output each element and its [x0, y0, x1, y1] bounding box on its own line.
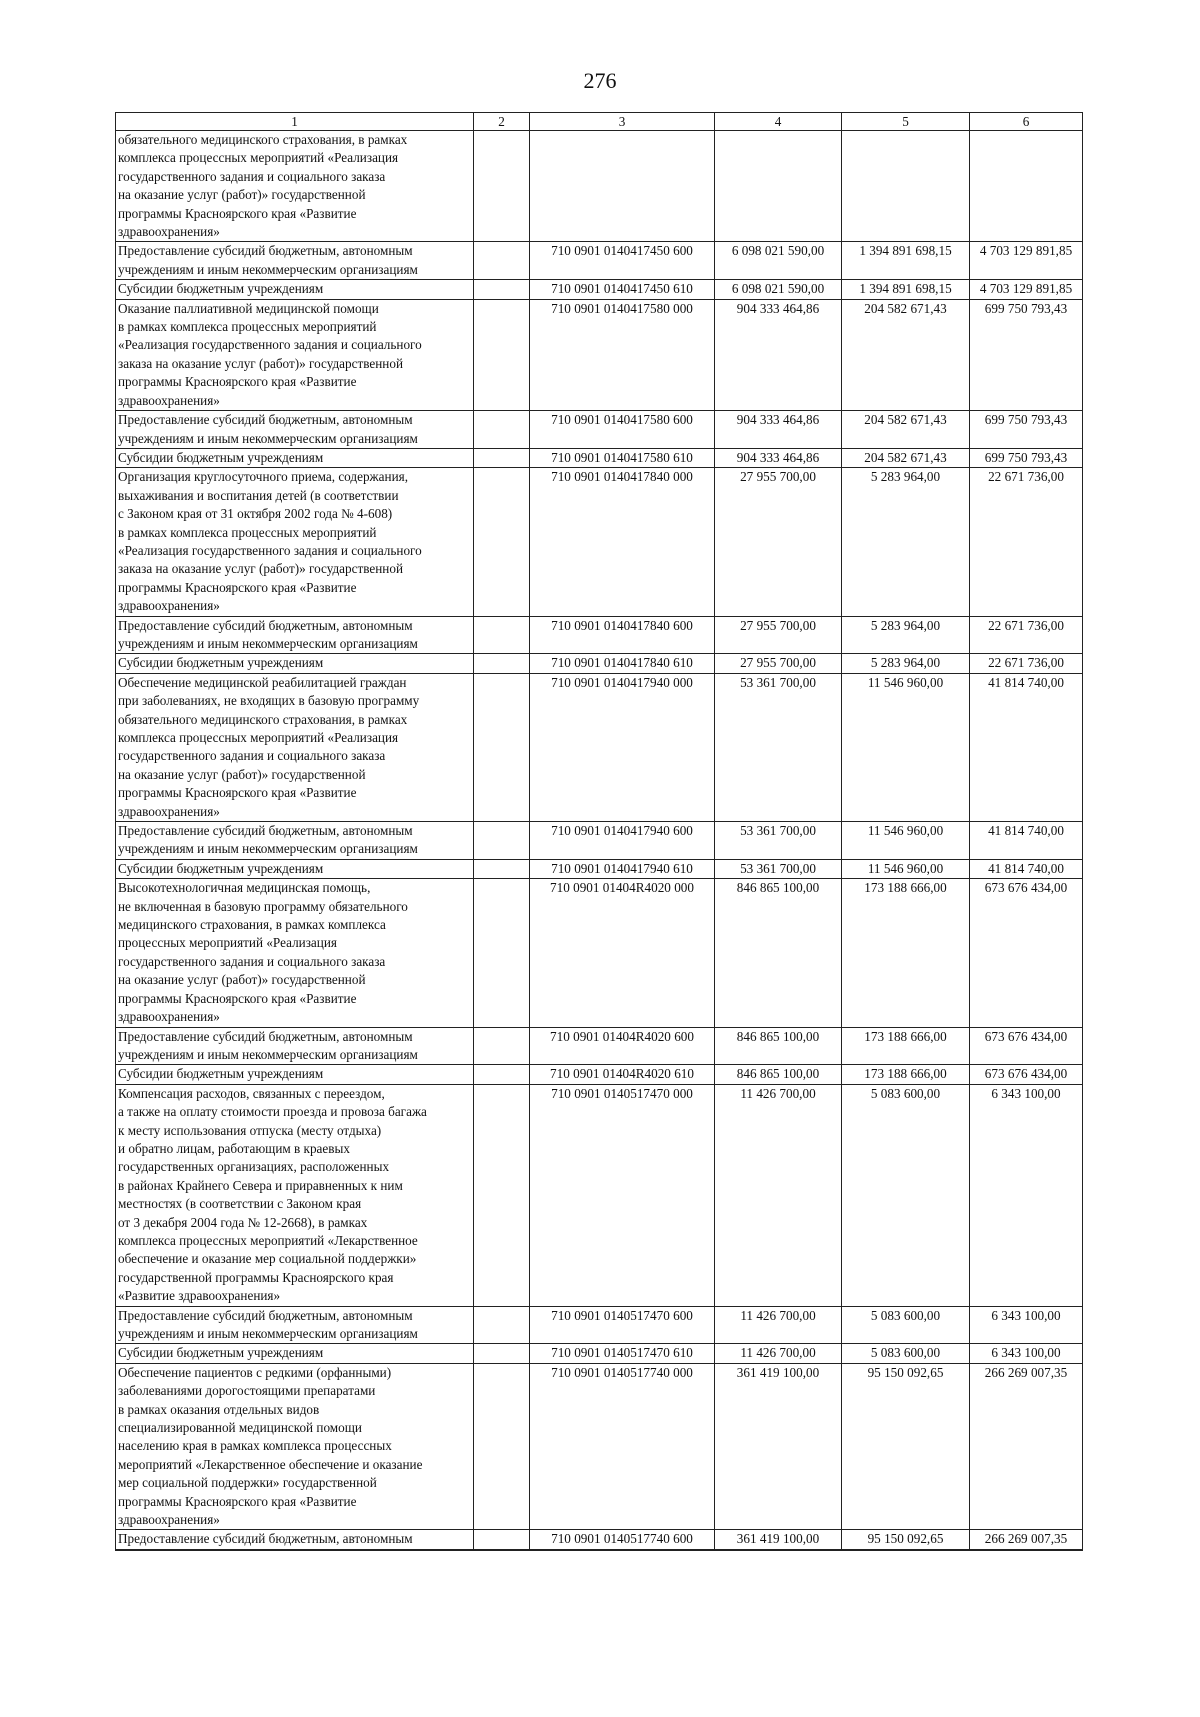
row-value-6: 22 671 736,00 — [970, 654, 1083, 673]
row-column-2 — [474, 1084, 530, 1306]
row-description: Предоставление субсидий бюджетным, автономным учреждениям и иным некоммерческим организациям — [116, 1306, 474, 1344]
row-value-4: 846 865 100,00 — [715, 1027, 842, 1065]
table-row — [116, 654, 1083, 673]
row-description: Обеспечение пациентов с редкими (орфанными) заболеваниями дорогостоящими препаратами в рамках оказания отдельных видов специализированной медицинской помощи населению края в рамках комплекса процессных мероприятий «Лекарственное обеспечение и оказание мер социальной поддержки» государственной программы Красноярского края «Развитие здравоохранения» — [116, 1363, 474, 1530]
row-value-6: 699 750 793,43 — [970, 299, 1083, 410]
table-row — [116, 131, 1083, 242]
column-header-1: 1 — [116, 113, 474, 131]
row-value-6: 4 703 129 891,85 — [970, 242, 1083, 280]
table-row — [116, 673, 1083, 821]
row-column-2 — [474, 616, 530, 654]
row-value-6: 41 814 740,00 — [970, 822, 1083, 860]
column-header-2: 2 — [474, 113, 530, 131]
row-value-6: 41 814 740,00 — [970, 673, 1083, 821]
row-value-4: 6 098 021 590,00 — [715, 280, 842, 299]
row-value-5 — [842, 131, 970, 242]
row-budget-code: 710 0901 0140517740 600 — [530, 1530, 715, 1550]
row-description: Предоставление субсидий бюджетным, автономным учреждениям и иным некоммерческим организациям — [116, 411, 474, 449]
row-value-5: 173 188 666,00 — [842, 1065, 970, 1084]
table-row — [116, 1530, 1083, 1550]
row-value-6: 6 343 100,00 — [970, 1306, 1083, 1344]
table-row — [116, 879, 1083, 1027]
row-description: Предоставление субсидий бюджетным, автономным учреждениям и иным некоммерческим организациям — [116, 822, 474, 860]
row-budget-code: 710 0901 0140517470 610 — [530, 1344, 715, 1363]
row-column-2 — [474, 411, 530, 449]
row-value-6: 4 703 129 891,85 — [970, 280, 1083, 299]
row-value-6: 699 750 793,43 — [970, 448, 1083, 467]
row-description: Субсидии бюджетным учреждениям — [116, 1065, 474, 1084]
row-value-5: 173 188 666,00 — [842, 879, 970, 1027]
row-value-5: 5 283 964,00 — [842, 654, 970, 673]
row-column-2 — [474, 859, 530, 878]
row-value-5: 1 394 891 698,15 — [842, 280, 970, 299]
table-row — [116, 1027, 1083, 1065]
row-value-6: 673 676 434,00 — [970, 1065, 1083, 1084]
row-value-5: 95 150 092,65 — [842, 1530, 970, 1550]
row-value-6: 6 343 100,00 — [970, 1084, 1083, 1306]
row-value-5: 204 582 671,43 — [842, 299, 970, 410]
row-description: обязательного медицинского страхования, в рамках комплекса процессных мероприятий «Реализация государственного задания и социального заказа на оказание услуг (работ)» государственной программы Красноярского края «Развитие здравоохранения» — [116, 131, 474, 242]
row-column-2 — [474, 1306, 530, 1344]
row-budget-code: 710 0901 0140417580 610 — [530, 448, 715, 467]
row-budget-code — [530, 131, 715, 242]
column-header-4: 4 — [715, 113, 842, 131]
row-value-4: 27 955 700,00 — [715, 468, 842, 616]
table-row — [116, 1344, 1083, 1363]
row-value-4: 904 333 464,86 — [715, 411, 842, 449]
row-budget-code: 710 0901 0140517470 000 — [530, 1084, 715, 1306]
table-row — [116, 411, 1083, 449]
row-budget-code: 710 0901 01404R4020 000 — [530, 879, 715, 1027]
row-description: Организация круглосуточного приема, содержания, выхаживания и воспитания детей (в соответствии с Законом края от 31 октября 2002 года № 4-608) в рамках комплекса процессных мероприятий «Реализация государственного задания и социального заказа на оказание услуг (работ)» государственной программы Красноярского края «Развитие здравоохранения» — [116, 468, 474, 616]
row-description: Предоставление субсидий бюджетным, автономным учреждениям и иным некоммерческим организациям — [116, 242, 474, 280]
row-column-2 — [474, 1065, 530, 1084]
table-row — [116, 448, 1083, 467]
row-budget-code: 710 0901 0140517470 600 — [530, 1306, 715, 1344]
row-value-5: 11 546 960,00 — [842, 673, 970, 821]
table-row — [116, 859, 1083, 878]
row-value-5: 5 283 964,00 — [842, 468, 970, 616]
row-value-4: 846 865 100,00 — [715, 1065, 842, 1084]
row-description: Субсидии бюджетным учреждениям — [116, 859, 474, 878]
row-value-5: 11 546 960,00 — [842, 822, 970, 860]
row-value-6: 673 676 434,00 — [970, 879, 1083, 1027]
row-value-6: 266 269 007,35 — [970, 1363, 1083, 1530]
row-column-2 — [474, 1363, 530, 1530]
row-value-5: 173 188 666,00 — [842, 1027, 970, 1065]
row-value-4: 361 419 100,00 — [715, 1530, 842, 1550]
row-budget-code: 710 0901 0140517740 000 — [530, 1363, 715, 1530]
row-value-4 — [715, 131, 842, 242]
row-value-4: 27 955 700,00 — [715, 654, 842, 673]
row-value-4: 27 955 700,00 — [715, 616, 842, 654]
row-value-4: 361 419 100,00 — [715, 1363, 842, 1530]
row-value-6 — [970, 131, 1083, 242]
row-value-4: 53 361 700,00 — [715, 859, 842, 878]
row-column-2 — [474, 879, 530, 1027]
table-row — [116, 280, 1083, 299]
row-value-5: 1 394 891 698,15 — [842, 242, 970, 280]
row-value-4: 11 426 700,00 — [715, 1344, 842, 1363]
row-value-5: 5 283 964,00 — [842, 616, 970, 654]
row-column-2 — [474, 299, 530, 410]
row-column-2 — [474, 242, 530, 280]
row-budget-code: 710 0901 01404R4020 610 — [530, 1065, 715, 1084]
column-header-6: 6 — [970, 113, 1083, 131]
row-value-5: 204 582 671,43 — [842, 411, 970, 449]
row-value-4: 6 098 021 590,00 — [715, 242, 842, 280]
row-description: Субсидии бюджетным учреждениям — [116, 448, 474, 467]
row-description: Предоставление субсидий бюджетным, автономным — [116, 1530, 474, 1550]
row-value-6: 673 676 434,00 — [970, 1027, 1083, 1065]
row-description: Субсидии бюджетным учреждениям — [116, 280, 474, 299]
budget-table — [115, 112, 1083, 1551]
table-row — [116, 1306, 1083, 1344]
row-column-2 — [474, 1530, 530, 1550]
row-column-2 — [474, 673, 530, 821]
table-row — [116, 1363, 1083, 1530]
row-value-4: 53 361 700,00 — [715, 822, 842, 860]
row-value-5: 5 083 600,00 — [842, 1084, 970, 1306]
row-budget-code: 710 0901 0140417840 610 — [530, 654, 715, 673]
row-value-6: 22 671 736,00 — [970, 468, 1083, 616]
row-value-6: 41 814 740,00 — [970, 859, 1083, 878]
table-row — [116, 299, 1083, 410]
row-column-2 — [474, 131, 530, 242]
row-description: Субсидии бюджетным учреждениям — [116, 654, 474, 673]
row-column-2 — [474, 822, 530, 860]
row-value-4: 846 865 100,00 — [715, 879, 842, 1027]
row-column-2 — [474, 1344, 530, 1363]
row-budget-code: 710 0901 0140417940 600 — [530, 822, 715, 860]
table-row — [116, 1065, 1083, 1084]
row-budget-code: 710 0901 0140417940 610 — [530, 859, 715, 878]
row-budget-code: 710 0901 01404R4020 600 — [530, 1027, 715, 1065]
row-budget-code: 710 0901 0140417940 000 — [530, 673, 715, 821]
row-value-5: 204 582 671,43 — [842, 448, 970, 467]
row-budget-code: 710 0901 0140417840 600 — [530, 616, 715, 654]
row-column-2 — [474, 280, 530, 299]
table-row — [116, 822, 1083, 860]
row-value-6: 266 269 007,35 — [970, 1530, 1083, 1550]
table-row — [116, 468, 1083, 616]
row-budget-code: 710 0901 0140417450 600 — [530, 242, 715, 280]
row-description: Высокотехнологичная медицинская помощь, не включенная в базовую программу обязательного медицинского страхования, в рамках комплекса процессных мероприятий «Реализация государственного задания и социального заказа на оказание услуг (работ)» государственной программы Красноярского края «Развитие здравоохранения» — [116, 879, 474, 1027]
row-value-6: 6 343 100,00 — [970, 1344, 1083, 1363]
row-budget-code: 710 0901 0140417580 600 — [530, 411, 715, 449]
row-column-2 — [474, 1027, 530, 1065]
table-row — [116, 242, 1083, 280]
row-budget-code: 710 0901 0140417840 000 — [530, 468, 715, 616]
row-column-2 — [474, 654, 530, 673]
row-value-4: 11 426 700,00 — [715, 1084, 842, 1306]
row-value-5: 5 083 600,00 — [842, 1306, 970, 1344]
row-value-4: 53 361 700,00 — [715, 673, 842, 821]
row-description: Компенсация расходов, связанных с переездом, а также на оплату стоимости проезда и провоза багажа к месту использования отпуска (месту отдыха) и обратно лицам, работающим в краевых государственных организациях, расположенных в районах Крайнего Севера и приравненных к ним местностях (в соответствии с Законом края от 3 декабря 2004 года № 12-2668), в рамках комплекса процессных мероприятий «Лекарственное обеспечение и оказание мер социальной поддержки» государственной программы Красноярского края «Развитие здравоохранения» — [116, 1084, 474, 1306]
table-row — [116, 616, 1083, 654]
row-value-5: 95 150 092,65 — [842, 1363, 970, 1530]
row-value-4: 904 333 464,86 — [715, 299, 842, 410]
row-description: Обеспечение медицинской реабилитацией граждан при заболеваниях, не входящих в базовую программу обязательного медицинского страхования, в рамках комплекса процессных мероприятий «Реализация государственного задания и социального заказа на оказание услуг (работ)» государственной программы Красноярского края «Развитие здравоохранения» — [116, 673, 474, 821]
row-description: Оказание паллиативной медицинской помощи в рамках комплекса процессных мероприятий «Реализация государственного задания и социального заказа на оказание услуг (работ)» государственной программы Красноярского края «Развитие здравоохранения» — [116, 299, 474, 410]
header-row — [116, 113, 1083, 131]
page-number: 276 — [583, 68, 617, 93]
row-budget-code: 710 0901 0140417580 000 — [530, 299, 715, 410]
row-description: Предоставление субсидий бюджетным, автономным учреждениям и иным некоммерческим организациям — [116, 616, 474, 654]
row-value-4: 904 333 464,86 — [715, 448, 842, 467]
row-column-2 — [474, 448, 530, 467]
row-value-6: 699 750 793,43 — [970, 411, 1083, 449]
row-value-5: 11 546 960,00 — [842, 859, 970, 878]
row-description: Субсидии бюджетным учреждениям — [116, 1344, 474, 1363]
row-column-2 — [474, 468, 530, 616]
row-description: Предоставление субсидий бюджетным, автономным учреждениям и иным некоммерческим организациям — [116, 1027, 474, 1065]
row-budget-code: 710 0901 0140417450 610 — [530, 280, 715, 299]
column-header-3: 3 — [530, 113, 715, 131]
row-value-5: 5 083 600,00 — [842, 1344, 970, 1363]
table-row — [116, 1084, 1083, 1306]
row-value-4: 11 426 700,00 — [715, 1306, 842, 1344]
column-header-5: 5 — [842, 113, 970, 131]
row-value-6: 22 671 736,00 — [970, 616, 1083, 654]
